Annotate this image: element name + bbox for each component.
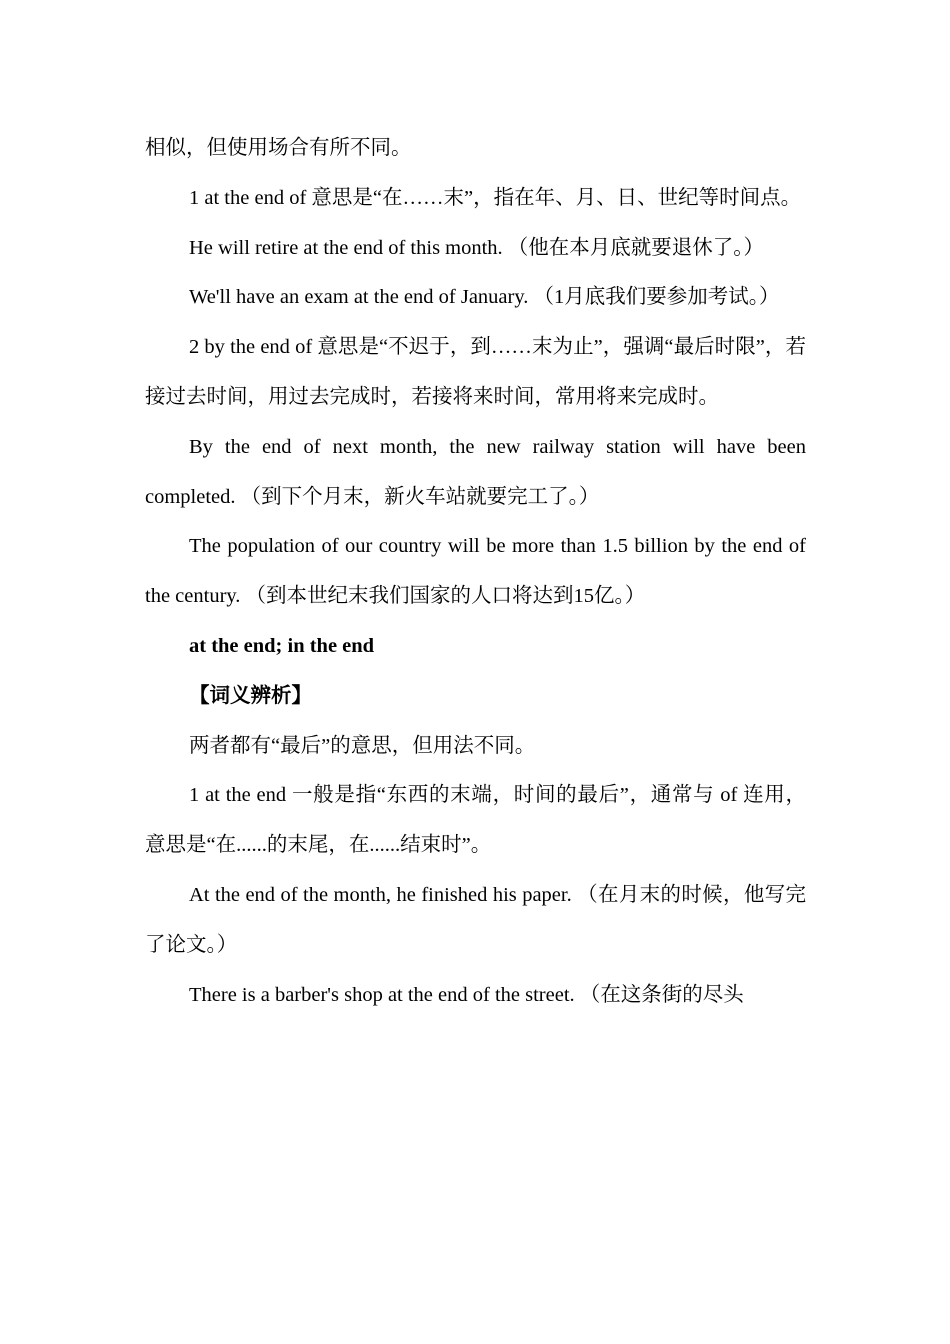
paragraph-intro-continuation: 相似，但使用场合有所不同。: [145, 137, 412, 159]
paragraph-at-the-end-usage: 1 at the end 一般是指“东西的末端，时间的最后”，通常与 of 连用，意思是“在......的末尾，在......结束时”。: [145, 784, 806, 857]
paragraph-comparison-intro: 两者都有“最后”的意思，但用法不同。: [189, 734, 536, 757]
section-heading: at the end; in the end: [189, 634, 375, 657]
example-paper: At the end of the month, he finished his paper. （在月末的时候，他写完了论文。）: [145, 883, 806, 956]
example-barber-shop: There is a barber's shop at the end of the street. （在这条街的尽头: [189, 983, 744, 1006]
example-railway-station: By the end of next month, the new railway station will have been completed. （到下个月末，新火车站就要完工了。）: [145, 435, 806, 508]
paragraph-at-the-end-of-definition: 1 at the end of 意思是“在……末”，指在年、月、日、世纪等时间点。: [189, 186, 802, 209]
document-page: [145, 124, 806, 1020]
example-retire: He will retire at the end of this month. （他在本月底就要退休了。）: [189, 236, 765, 259]
example-population: The population of our country will be more than 1.5 billion by the end of the century. （到本世纪末我们国家的人口将达到15亿。）: [145, 535, 806, 608]
subsection-label: 【词义辨析】: [189, 684, 312, 707]
paragraph-by-the-end-of-definition: 2 by the end of 意思是“不迟于，到……末为止”，强调“最后时限”，若接过去时间，用过去完成时，若接将来时间，常用将来完成时。: [145, 336, 806, 408]
example-exam: We'll have an exam at the end of January. （1月底我们要参加考试。）: [189, 286, 780, 309]
